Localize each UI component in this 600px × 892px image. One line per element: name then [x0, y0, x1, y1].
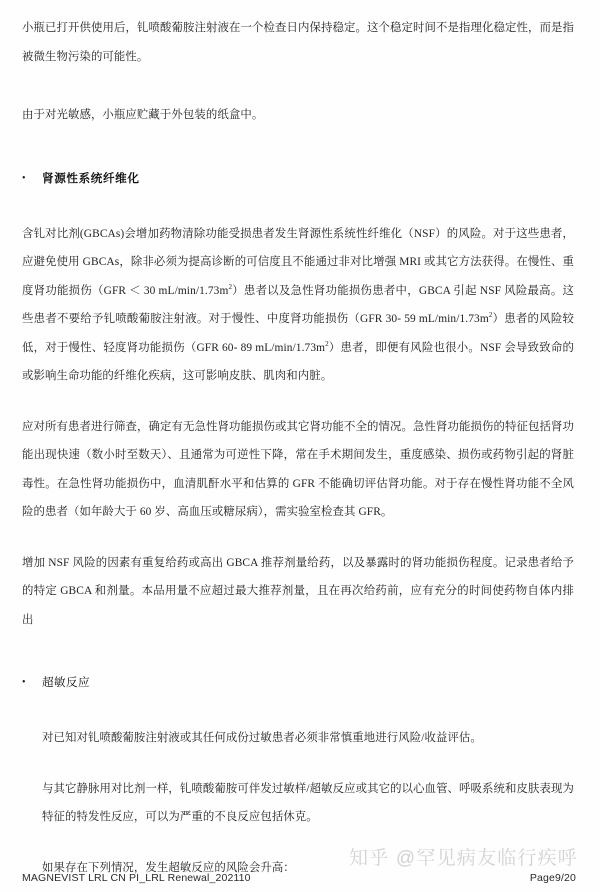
nsf-text-a: 含钆对比剂(GBCAs)会增加药物清除功能受损患者发生肾源性系统性纤维化（NSF）的风险。对于这些患者，应避免使用 GBCAs，除非必须为提高诊断的可信度且不能通过非对比增强 MRI 或其它方法获得。在慢性、重度肾功能损伤（GFR ＜ 30 mL/min/1.73m [22, 227, 574, 297]
page-content [22, 0, 574, 882]
bullet-icon: • [22, 172, 26, 184]
paragraph-hs-reactions: 与其它静脉用对比剂一样，钆喷酸葡胺可伴发过敏样/超敏反应或其它的以心血管、呼吸系统和皮肤表现为特征的特发性反应，可以为严重的不良反应包括休克。 [42, 782, 574, 823]
spacer-top [22, 0, 574, 14]
spacer [22, 694, 574, 724]
heading-hypersensitivity [22, 672, 574, 694]
nsf-text-b: ）患者以及急性肾功能损伤患者中，GBCA 引起 NSF 风险最高。这些患者不要给予钆喷酸葡胺注射液。对于慢性、中度肾功能损伤（GFR 30- 59 mL/min/1.73m [22, 284, 575, 325]
superscript-squared-3: 2 [325, 339, 329, 348]
paragraph-hs-conditions-intro: 如果存在下列情况，发生超敏反应的风险会升高： [42, 861, 295, 874]
paragraph-nsf-screening: 应对所有患者进行筛查，确定有无急性肾功能损伤或其它肾功能不全的情况。急性肾功能损伤的特征包括肾功能出现快速（数小时至数天）、且通常为可逆性下降，常在手术期间发生，重度感染、损伤或药物引起的肾脏毒性。在急性肾功能损伤中，血清肌酐水平和估算的 GFR 不能确切评估肾功能。对于存在慢性肾功能不全风险的患者（如年龄大于 60 岁、高血压或糖尿病），需实验室检查其 GFR。 [22, 420, 574, 518]
spacer [22, 391, 574, 413]
spacer [22, 190, 574, 220]
paragraph-light-sensitivity: 由于对光敏感，小瓶应贮藏于外包装的纸盒中。 [22, 109, 264, 121]
spacer [22, 527, 574, 549]
paragraph-nsf-risk [22, 220, 574, 391]
spacer [22, 634, 574, 672]
paragraph-nsf-factors: 增加 NSF 风险的因素有重复给药或高出 GBCA 推荐剂量给药，以及暴露时的肾功能损伤程度。记录患者给予的特定 GBCA 和剂量。本品用量不应超过最大推荐剂量，且在再次给药前，应有充分的时间使药物自体内排出 [22, 556, 574, 626]
spacer [42, 753, 574, 775]
nsf-text-d: ）患者，即便有风险也很小。NSF 会导致致命的或影响生命功能的纤维化疾病，这可影响皮肤、肌肉和内脏。 [22, 341, 574, 382]
paragraph-vial-stability: 小瓶已打开供使用后，钆喷酸葡胺注射液在一个检查日内保持稳定。这个稳定时间不是指理化稳定性，而是指被微生物污染的可能性。 [22, 22, 574, 63]
heading-nsf-label: 肾源性系统纤维化 [42, 171, 140, 185]
spacer [22, 130, 574, 168]
superscript-squared-2: 2 [488, 311, 493, 320]
paragraph-hs-risk-benefit: 对已知对钆喷酸葡胺注射液或其任何成份过敏患者必须非常慎重地进行风险/收益评估。 [42, 732, 482, 744]
superscript-squared-1: 2 [228, 282, 233, 291]
footer-document-id: MAGNEVIST LRL CN PI_LRL Renewal_202110 [22, 872, 251, 884]
heading-hypersensitivity-label: 超敏反应 [42, 676, 90, 689]
watermark-text: 知乎 @罕见病友临行疾呼 [349, 848, 578, 869]
nsf-text-c: ）患者的风险较低，对于慢性、轻度肾功能损伤（GFR 60- 89 mL/min/1.73m [22, 313, 575, 354]
page-footer [0, 836, 600, 892]
heading-nsf [22, 168, 574, 190]
bullet-icon: • [22, 677, 26, 688]
spacer [22, 71, 574, 101]
footer-page-number: Page9/20 [529, 872, 576, 884]
